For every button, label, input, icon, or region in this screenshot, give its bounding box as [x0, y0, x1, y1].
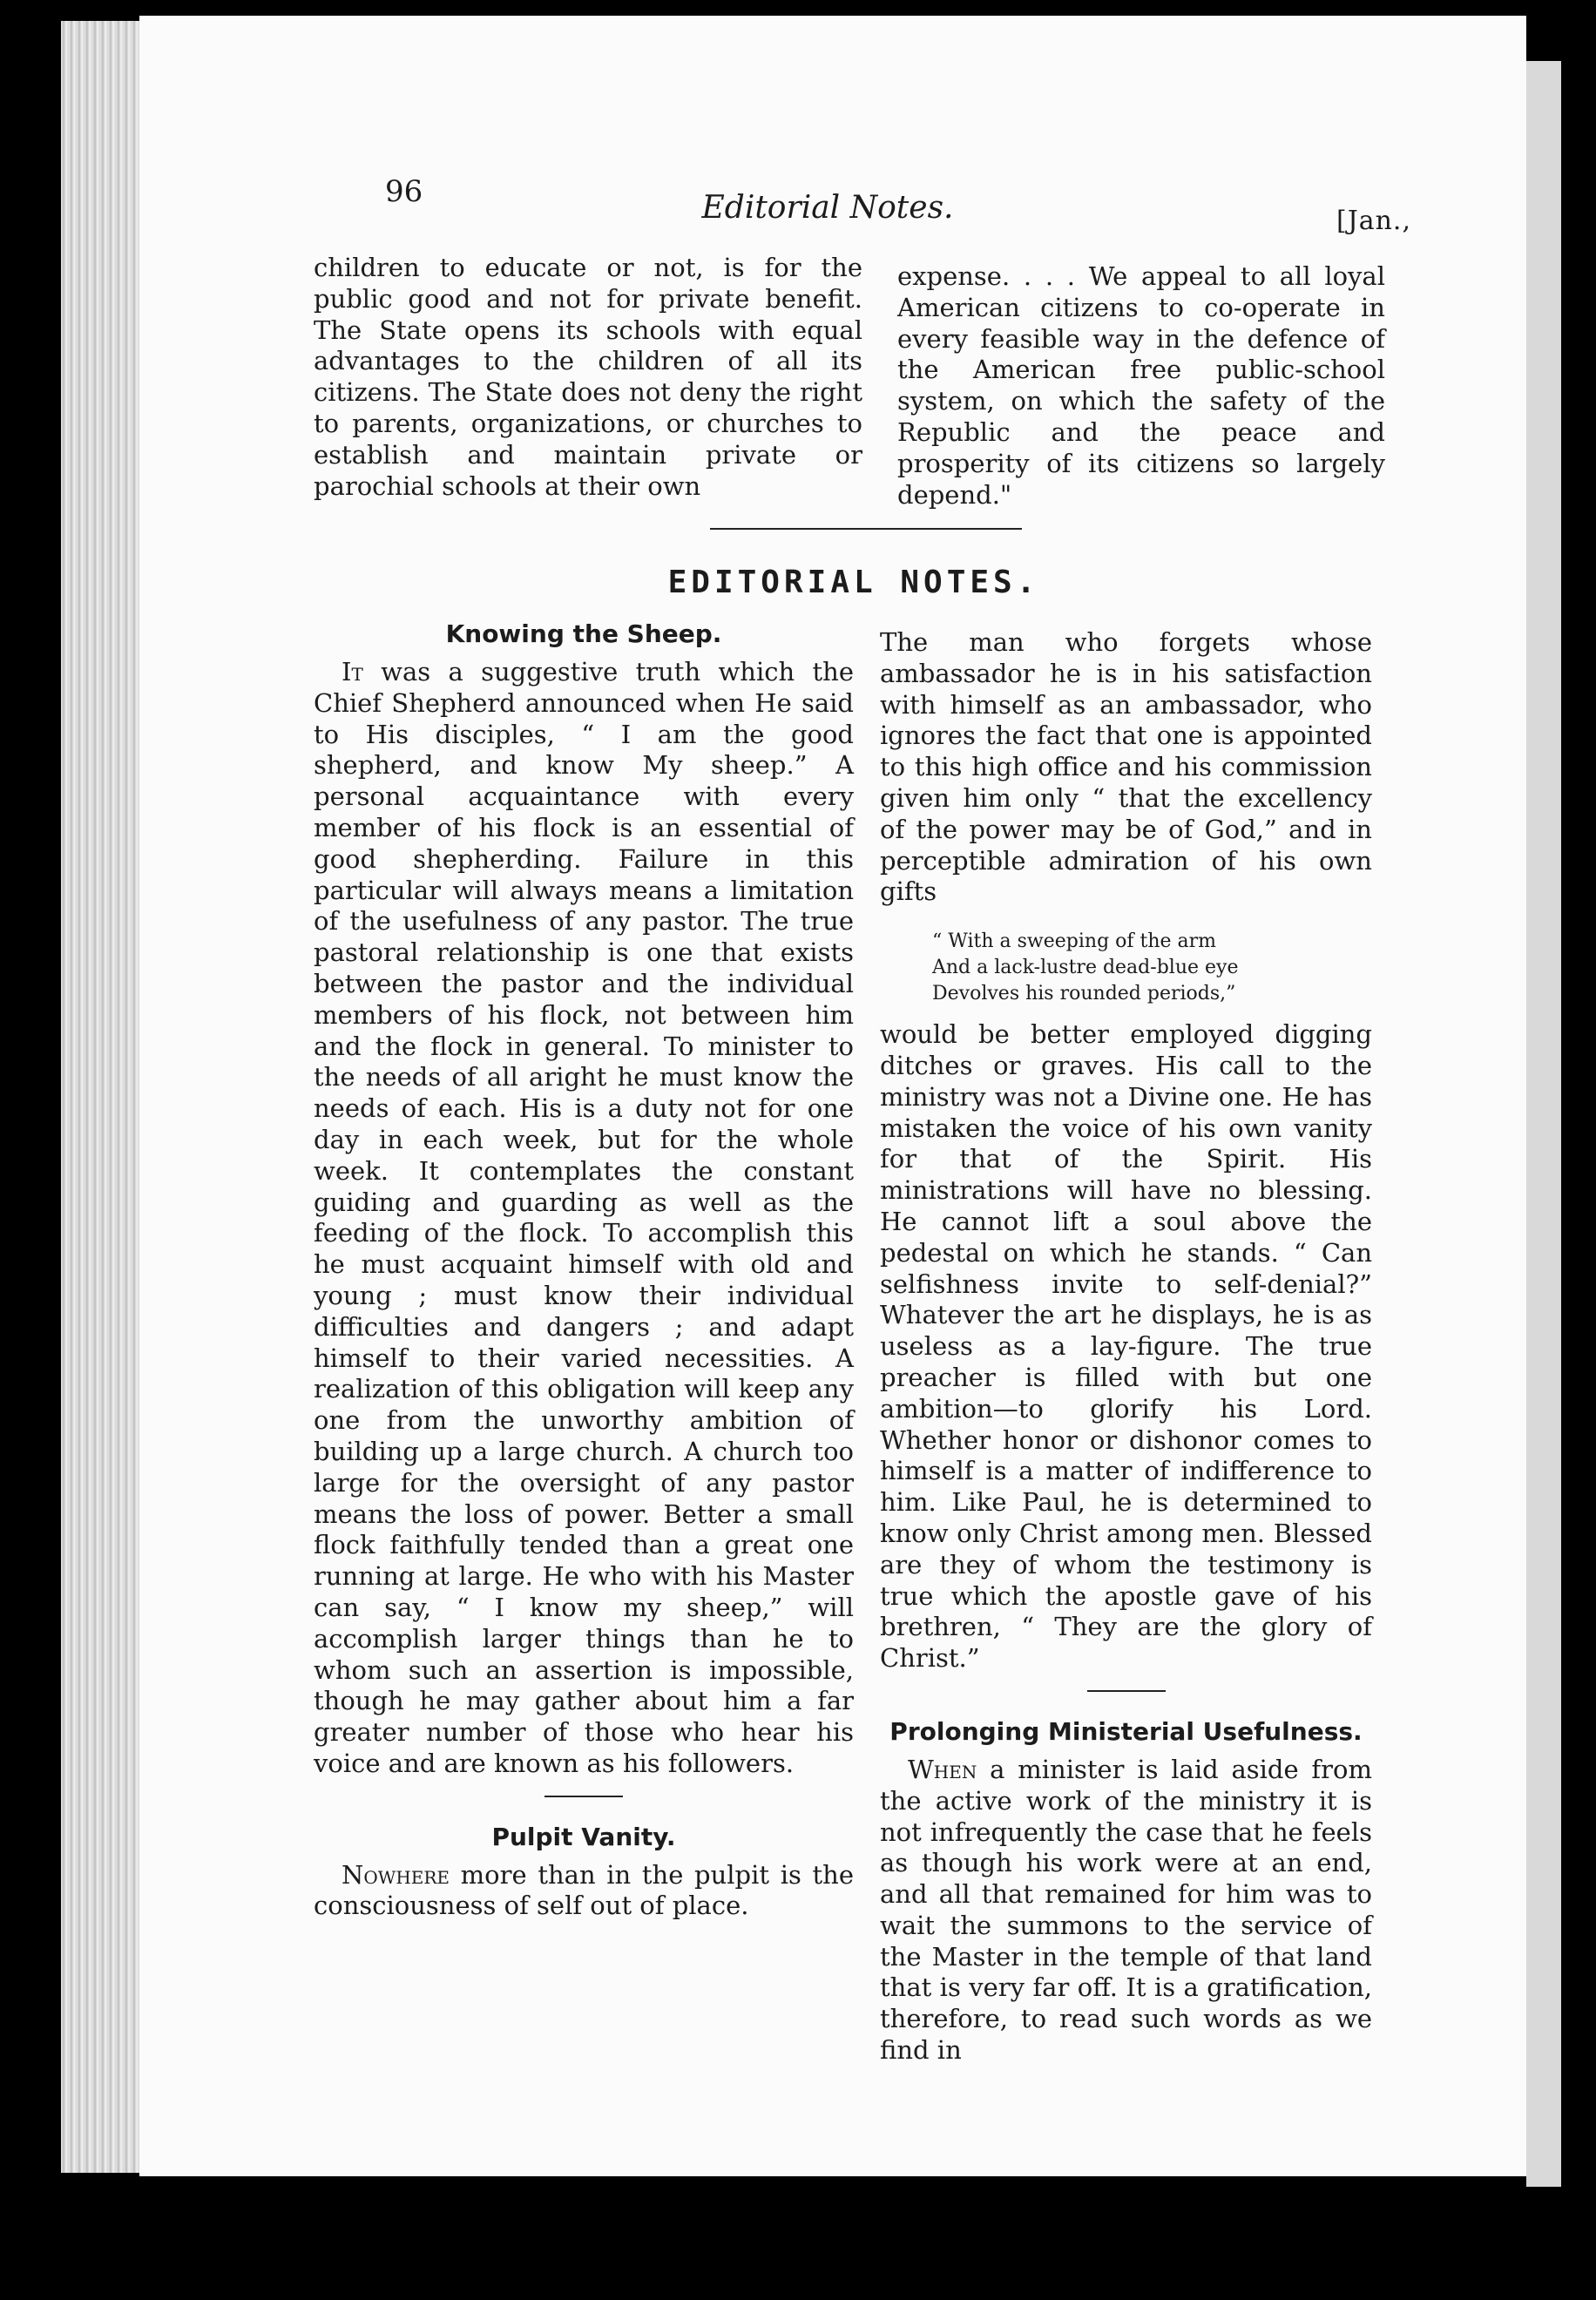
body-text: more than in the pulpit is the consciousness of self out of place.: [314, 1859, 854, 1921]
verse-line: And a lack-lustre dead-blue eye: [932, 957, 1239, 979]
continued-paragraph-left: children to educate or not, is for the public good and not for private benefit. The State opens its schools with equal advantages to the children of all its citizens. The State does not deny the right to parents, organizations, or churches to establish and maintain private or parochial schools at their own: [314, 253, 862, 501]
running-head: Editorial Notes.: [701, 190, 954, 226]
verse-line: Devolves his rounded periods,”: [932, 983, 1236, 1005]
article-after-verse: would be better employed digging ditches or graves. His call to the ministry was not a Divine one. He has mistaken the voice of his own vanity for that of the Spirit. His ministrations will have no blessing. He cannot lift a soul above the pedestal on which he stands. “ Can selfishness invite to self-denial?” Whatever the art he displays, he is as useless as a lay-figure. The true preacher is filled with but one ambition—to glorify his Lord. Whether honor or dishonor comes to himself is a matter of indifference to him. Like Paul, he is determined to know only Christ among men. Blessed are they of whom the testimony is true which the apostle gave of his brethren, “ They are the glory of Christ.”: [880, 1019, 1372, 1674]
article-body-knowing: [314, 657, 854, 1780]
article-divider: [1087, 1690, 1166, 1692]
article-body-prolonging: [880, 1755, 1372, 2067]
quoted-verse: [932, 929, 1372, 1007]
top-left-column: [314, 253, 862, 502]
page-edge-stack: [61, 21, 148, 2173]
continued-paragraph-right: expense. . . . We appeal to all loyal American citizens to co-operate in every feasible way in the defence of the American free public-school system, on which the safety of the Republic and the peace and prosperity of its citizens so largely depend.": [897, 261, 1385, 510]
body-text: was a suggestive truth which the Chief Shepherd announced when He said to His disciples, “ I am the good shepherd, and know My sheep.” A personal acquaintance with every member of his flock is an essential of good shepherding. Failure in this particular will always means a limitation of the usefulness of any pastor. The true pastoral relationship is one that exists between the pastor and the individual members of his flock, not between him and the flock in general. To minister to the needs of all aright he must know the needs of each. His is a duty not for one day in each week, but for the whole week. It contemplates the constant guiding and guarding as well as the feeding of the flock. To accomplish this he must acquaint himself with old and young ; must know their individual difficulties and dangers ; and adapt himself to their varied necessities. A realization of this obligation will keep any one from the unworthy ambition of building up a large church. A church too large for the oversight of any pastor means the loss of power. Better a small flock faithfully tended than a great one running at large. He who with his Master can say, “ I know my sheep,” will accomplish larger things than he to whom such an assertion is impossible, though he may gather about him a far greater number of those who hear his voice and are known as his followers.: [314, 657, 854, 1778]
article-heading-prolonging: Prolonging Ministerial Usefulness.: [889, 1716, 1363, 1746]
verse-line: “ With a sweeping of the arm: [932, 930, 1217, 953]
month-label: [Jan.,: [1336, 206, 1411, 236]
article-continued-vanity: The man who forgets whose ambassador he is in his satisfaction with himself as an ambassador, who ignores the fact that one is appointed to this high office and his commission given him only “ that the excellency of the power may be of God,” and in perceptible admiration of his own gifts: [880, 627, 1372, 907]
lead-word: Nowhere: [342, 1859, 450, 1890]
top-right-column: [897, 261, 1385, 511]
body-text: a minister is laid aside from the active work of the ministry it is not infrequently the case that he feels as though his work were at an end, and all that remained for him was to wait the summons to the service of the Master in the temple of that land that is very far off. It is a gratification, therefore, to read such words as we find in: [880, 1754, 1372, 2066]
section-title: EDITORIAL NOTES.: [667, 565, 1040, 600]
article-heading-knowing: Knowing the Sheep.: [445, 619, 722, 648]
lead-word: When: [908, 1754, 977, 1784]
article-heading-vanity: Pulpit Vanity.: [491, 1822, 676, 1851]
article-body-vanity: [314, 1860, 854, 1923]
article-divider: [544, 1796, 623, 1797]
left-column: [314, 617, 854, 1922]
section-divider: [710, 528, 1022, 530]
right-column: [880, 627, 1372, 2067]
page-number: 96: [385, 174, 423, 209]
lead-word: It: [342, 657, 363, 687]
page-header: [244, 174, 1411, 235]
adjacent-page-edge: [1526, 61, 1561, 2187]
